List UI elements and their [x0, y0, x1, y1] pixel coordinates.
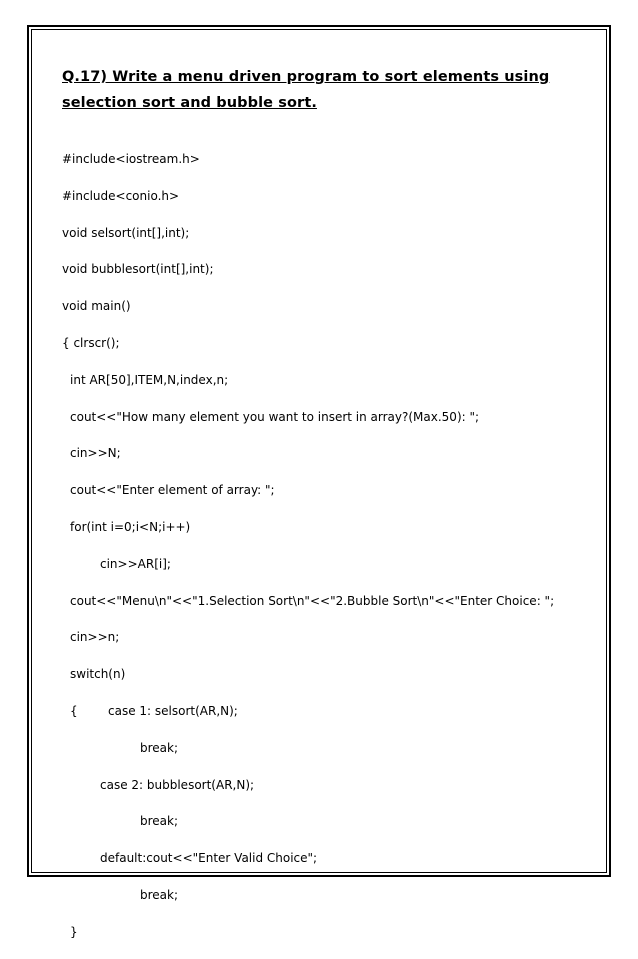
code-line: cout<<"Menu\n"<<"1.Selection Sort\n"<<"2.Bubble Sort\n"<<"Enter Choice: "; — [70, 593, 555, 608]
code-line: int AR[50],ITEM,N,index,n; — [70, 372, 229, 387]
code-line: #include<conio.h> — [62, 188, 180, 203]
code-line: cout<<"How many element you want to insert in array?(Max.50): "; — [70, 409, 480, 424]
code-line: { clrscr(); — [62, 335, 120, 350]
code-line: #include<iostream.h> — [62, 152, 200, 166]
code-line: void selsort(int[],int); — [62, 225, 190, 240]
code-text: case 1: selsort(AR,N); — [108, 703, 238, 718]
code-line: case 2: bubblesort(AR,N); — [100, 777, 255, 792]
code-line: cin>>N; — [70, 446, 121, 461]
code-line: cout<<"Enter element of array: "; — [70, 483, 275, 498]
code-line: break; — [140, 740, 179, 755]
code-line: break; — [140, 814, 179, 829]
code-line: switch(n) — [70, 667, 126, 682]
code-block — [62, 149, 592, 959]
code-line: cin>>n; — [70, 630, 120, 645]
code-line — [62, 701, 592, 738]
code-line: cin>>AR[i]; — [100, 556, 171, 571]
code-line: default:cout<<"Enter Valid Choice"; — [100, 851, 318, 866]
code-line: break; — [140, 887, 179, 902]
question-heading: Q.17) Write a menu driven program to sort elements using selection sort and bubble sort. — [62, 69, 550, 111]
code-line: void bubblesort(int[],int); — [62, 262, 214, 277]
code-line: } — [70, 924, 78, 939]
code-brace: { — [70, 703, 78, 718]
code-line: for(int i=0;i<N;i++) — [70, 519, 191, 534]
code-line: void main() — [62, 299, 131, 314]
